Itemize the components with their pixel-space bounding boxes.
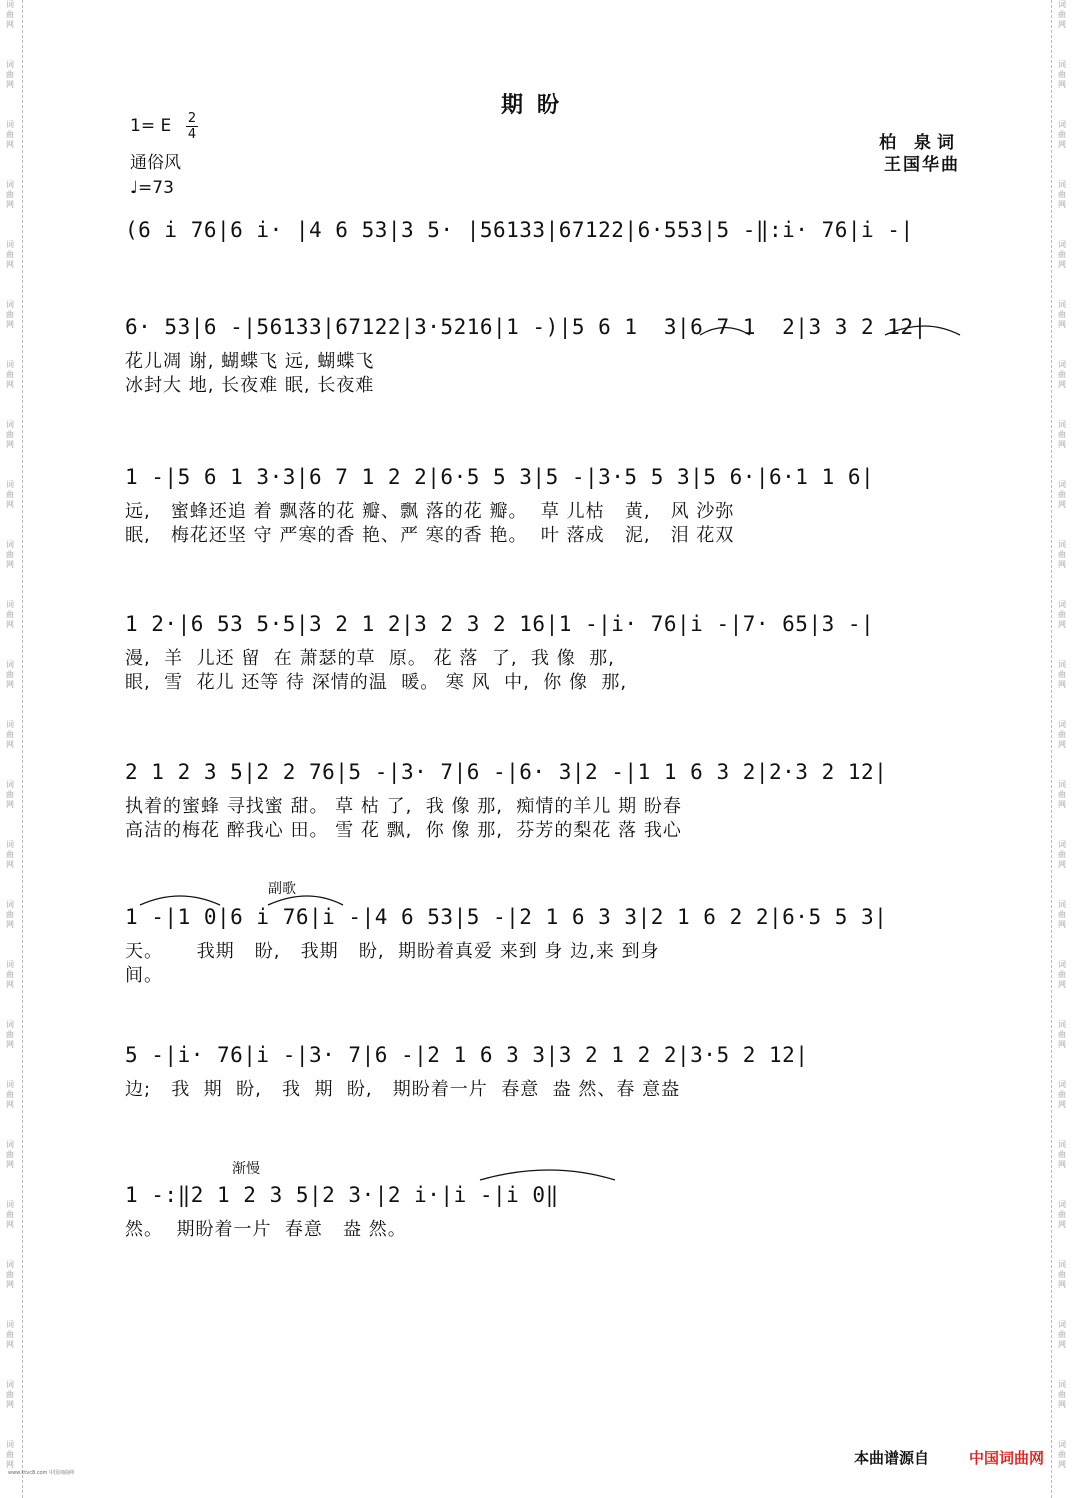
chorus-mark: 副歌 (268, 881, 296, 897)
margin-watermark: 词 曲 网 (1058, 900, 1066, 929)
notation-line-5: 2 1 2 3 5|2 2 76|5 -|3· 7|6 -|6· 3|2 -|1 1 6 3 2|2·3 2 12| (125, 760, 888, 784)
margin-watermark: 词 曲 网 (6, 600, 14, 629)
margin-watermark: 词 曲 网 (6, 1260, 14, 1289)
lyric-verse-1-line-5: 执着的蜜蜂 寻找蜜 甜。 草 枯 了, 我 像 那, 痴情的羊儿 期 盼春 (125, 796, 682, 817)
margin-watermark: 词 曲 网 (1058, 120, 1066, 149)
lyric-verse-1-line-7: 边; 我 期 盼, 我 期 盼, 期盼着一片 春意 盎 然、春 意盎 (125, 1079, 681, 1100)
left-margin-rail (0, 0, 23, 1498)
margin-watermark: 词 曲 网 (1058, 720, 1066, 749)
margin-watermark: 词 曲 网 (6, 60, 14, 89)
margin-watermark: 词 曲 网 (6, 1200, 14, 1229)
notation-line-3: 1 -|5 6 1 3·3|6 7 1 2 2|6·5 5 3|5 -|3·5 5 3|5 6·|6·1 1 6| (125, 465, 875, 489)
footer-url: www.ktvc8.com 中国词曲网 (8, 1470, 75, 1476)
margin-watermark: 词 曲 网 (1058, 300, 1066, 329)
margin-watermark: 词 曲 网 (6, 540, 14, 569)
lyricist-credit: 柏 泉词 (879, 133, 960, 153)
notation-line-7: 5 -|i· 76|i -|3· 7|6 -|2 1 6 3 3|3 2 1 2 2|3·5 2 12| (125, 1043, 809, 1067)
margin-watermark: 词 曲 网 (1058, 540, 1066, 569)
lyric-verse-1-line-4: 漫, 羊 儿还 留 在 萧瑟的草 原。 花 落 了, 我 像 那, (125, 648, 615, 669)
margin-watermark: 词 曲 网 (6, 840, 14, 869)
margin-watermark: 词 曲 网 (6, 420, 14, 449)
lyric-verse-2-line-5: 高洁的梅花 醉我心 田。 雪 花 飘, 你 像 那, 芬芳的梨花 落 我心 (125, 820, 682, 841)
lyric-verse-2-line-2: 冰封大 地, 长夜难 眠, 长夜难 (125, 375, 375, 396)
margin-watermark: 词 曲 网 (6, 780, 14, 809)
tempo-marking: ♩=73 (130, 178, 174, 198)
margin-watermark: 词 曲 网 (1058, 600, 1066, 629)
margin-watermark: 词 曲 网 (1058, 1320, 1066, 1349)
lyric-verse-1-line-6: 天。 我期 盼, 我期 盼, 期盼着真爱 来到 身 边,来 到身 (125, 941, 660, 962)
margin-watermark: 词 曲 网 (1058, 0, 1066, 29)
margin-watermark: 词 曲 网 (1058, 60, 1066, 89)
margin-watermark: 词 曲 网 (6, 960, 14, 989)
margin-watermark: 词 曲 网 (1058, 780, 1066, 809)
footer-source-label: 本曲谱源自 (853, 1449, 929, 1467)
time-signature (186, 112, 198, 141)
margin-watermark: 词 曲 网 (1058, 1020, 1066, 1049)
margin-watermark: 词 曲 网 (1058, 1140, 1066, 1169)
margin-watermark: 词 曲 网 (6, 1320, 14, 1349)
notation-line-6: 1 -|1 0|6 i 76|i -|4 6 53|5 -|2 1 6 3 3|2 1 6 2 2|6·5 5 3| (125, 905, 888, 929)
lyric-verse-1-line-2: 花儿凋 谢, 蝴蝶飞 远, 蝴蝶飞 (125, 351, 375, 372)
margin-watermark: 词 曲 网 (1058, 360, 1066, 389)
notation-line-1: (6 i 76|6 i· |4 6 53|3 5· |56133|67122|6·553|5 -‖:i· 76|i -| (125, 218, 914, 242)
margin-watermark: 词 曲 网 (6, 1380, 14, 1409)
composer-credit: 王国华曲 (884, 155, 960, 175)
lyric-verse-2-line-6: 间。 (125, 965, 163, 986)
time-signature-top: 2 (187, 111, 197, 126)
margin-watermark: 词 曲 网 (1058, 1200, 1066, 1229)
lyric-verse-2-line-4: 眼, 雪 花儿 还等 待 深情的温 暖。 寒 风 中, 你 像 那, (125, 672, 628, 693)
lyric-verse-2-line-3: 眠, 梅花还坚 守 严寒的香 艳、严 寒的香 艳。 叶 落成 泥, 泪 花双 (125, 525, 735, 546)
footer-site-link[interactable]: 中国词曲网 (968, 1449, 1044, 1467)
margin-watermark: 词 曲 网 (6, 1140, 14, 1169)
ritardando-mark: 渐慢 (232, 1161, 260, 1177)
margin-watermark: 词 曲 网 (6, 300, 14, 329)
lyric-verse-1-line-3: 远, 蜜蜂还追 着 飘落的花 瓣、飘 落的花 瓣。 草 儿枯 黄, 风 沙弥 (125, 501, 735, 522)
time-signature-bottom: 4 (187, 127, 197, 142)
margin-watermark: 词 曲 网 (1058, 1080, 1066, 1109)
margin-watermark: 词 曲 网 (1058, 420, 1066, 449)
margin-watermark: 词 曲 网 (1058, 840, 1066, 869)
margin-watermark: 词 曲 网 (1058, 180, 1066, 209)
margin-watermark: 词 曲 网 (6, 720, 14, 749)
margin-watermark: 词 曲 网 (1058, 660, 1066, 689)
notation-line-8: 1 -:‖2 1 2 3 5|2 3·|2 i·|i -|i 0‖ (125, 1183, 559, 1207)
margin-watermark: 词 曲 网 (6, 1020, 14, 1049)
margin-watermark: 词 曲 网 (1058, 240, 1066, 269)
margin-watermark: 词 曲 网 (6, 360, 14, 389)
key-signature: 1= E (130, 116, 172, 136)
music-style: 通俗风 (130, 153, 181, 173)
margin-watermark: 词 曲 网 (6, 900, 14, 929)
song-title: 期盼 (500, 93, 573, 118)
margin-watermark: 词 曲 网 (6, 240, 14, 269)
margin-watermark: 词 曲 网 (1058, 960, 1066, 989)
margin-watermark: 词 曲 网 (1058, 1440, 1066, 1469)
margin-watermark: 词 曲 网 (6, 1440, 14, 1469)
notation-line-4: 1 2·|6 53 5·5|3 2 1 2|3 2 3 2 16|1 -|i· 76|i -|7· 65|3 -| (125, 612, 875, 636)
margin-watermark: 词 曲 网 (1058, 1260, 1066, 1289)
margin-watermark: 词 曲 网 (6, 180, 14, 209)
margin-watermark: 词 曲 网 (6, 660, 14, 689)
margin-watermark: 词 曲 网 (6, 0, 14, 29)
margin-watermark: 词 曲 网 (6, 1080, 14, 1109)
margin-watermark: 词 曲 网 (1058, 480, 1066, 509)
right-margin-rail (1051, 0, 1074, 1498)
notation-line-2: 6· 53|6 -|56133|67122|3·5216|1 -)|5 6 1 3|6 7 1 2|3 3 2 12| (125, 315, 927, 339)
lyric-verse-1-line-8: 然。 期盼着一片 春意 盎 然。 (125, 1219, 407, 1240)
margin-watermark: 词 曲 网 (6, 480, 14, 509)
margin-watermark: 词 曲 网 (6, 120, 14, 149)
margin-watermark: 词 曲 网 (1058, 1380, 1066, 1409)
